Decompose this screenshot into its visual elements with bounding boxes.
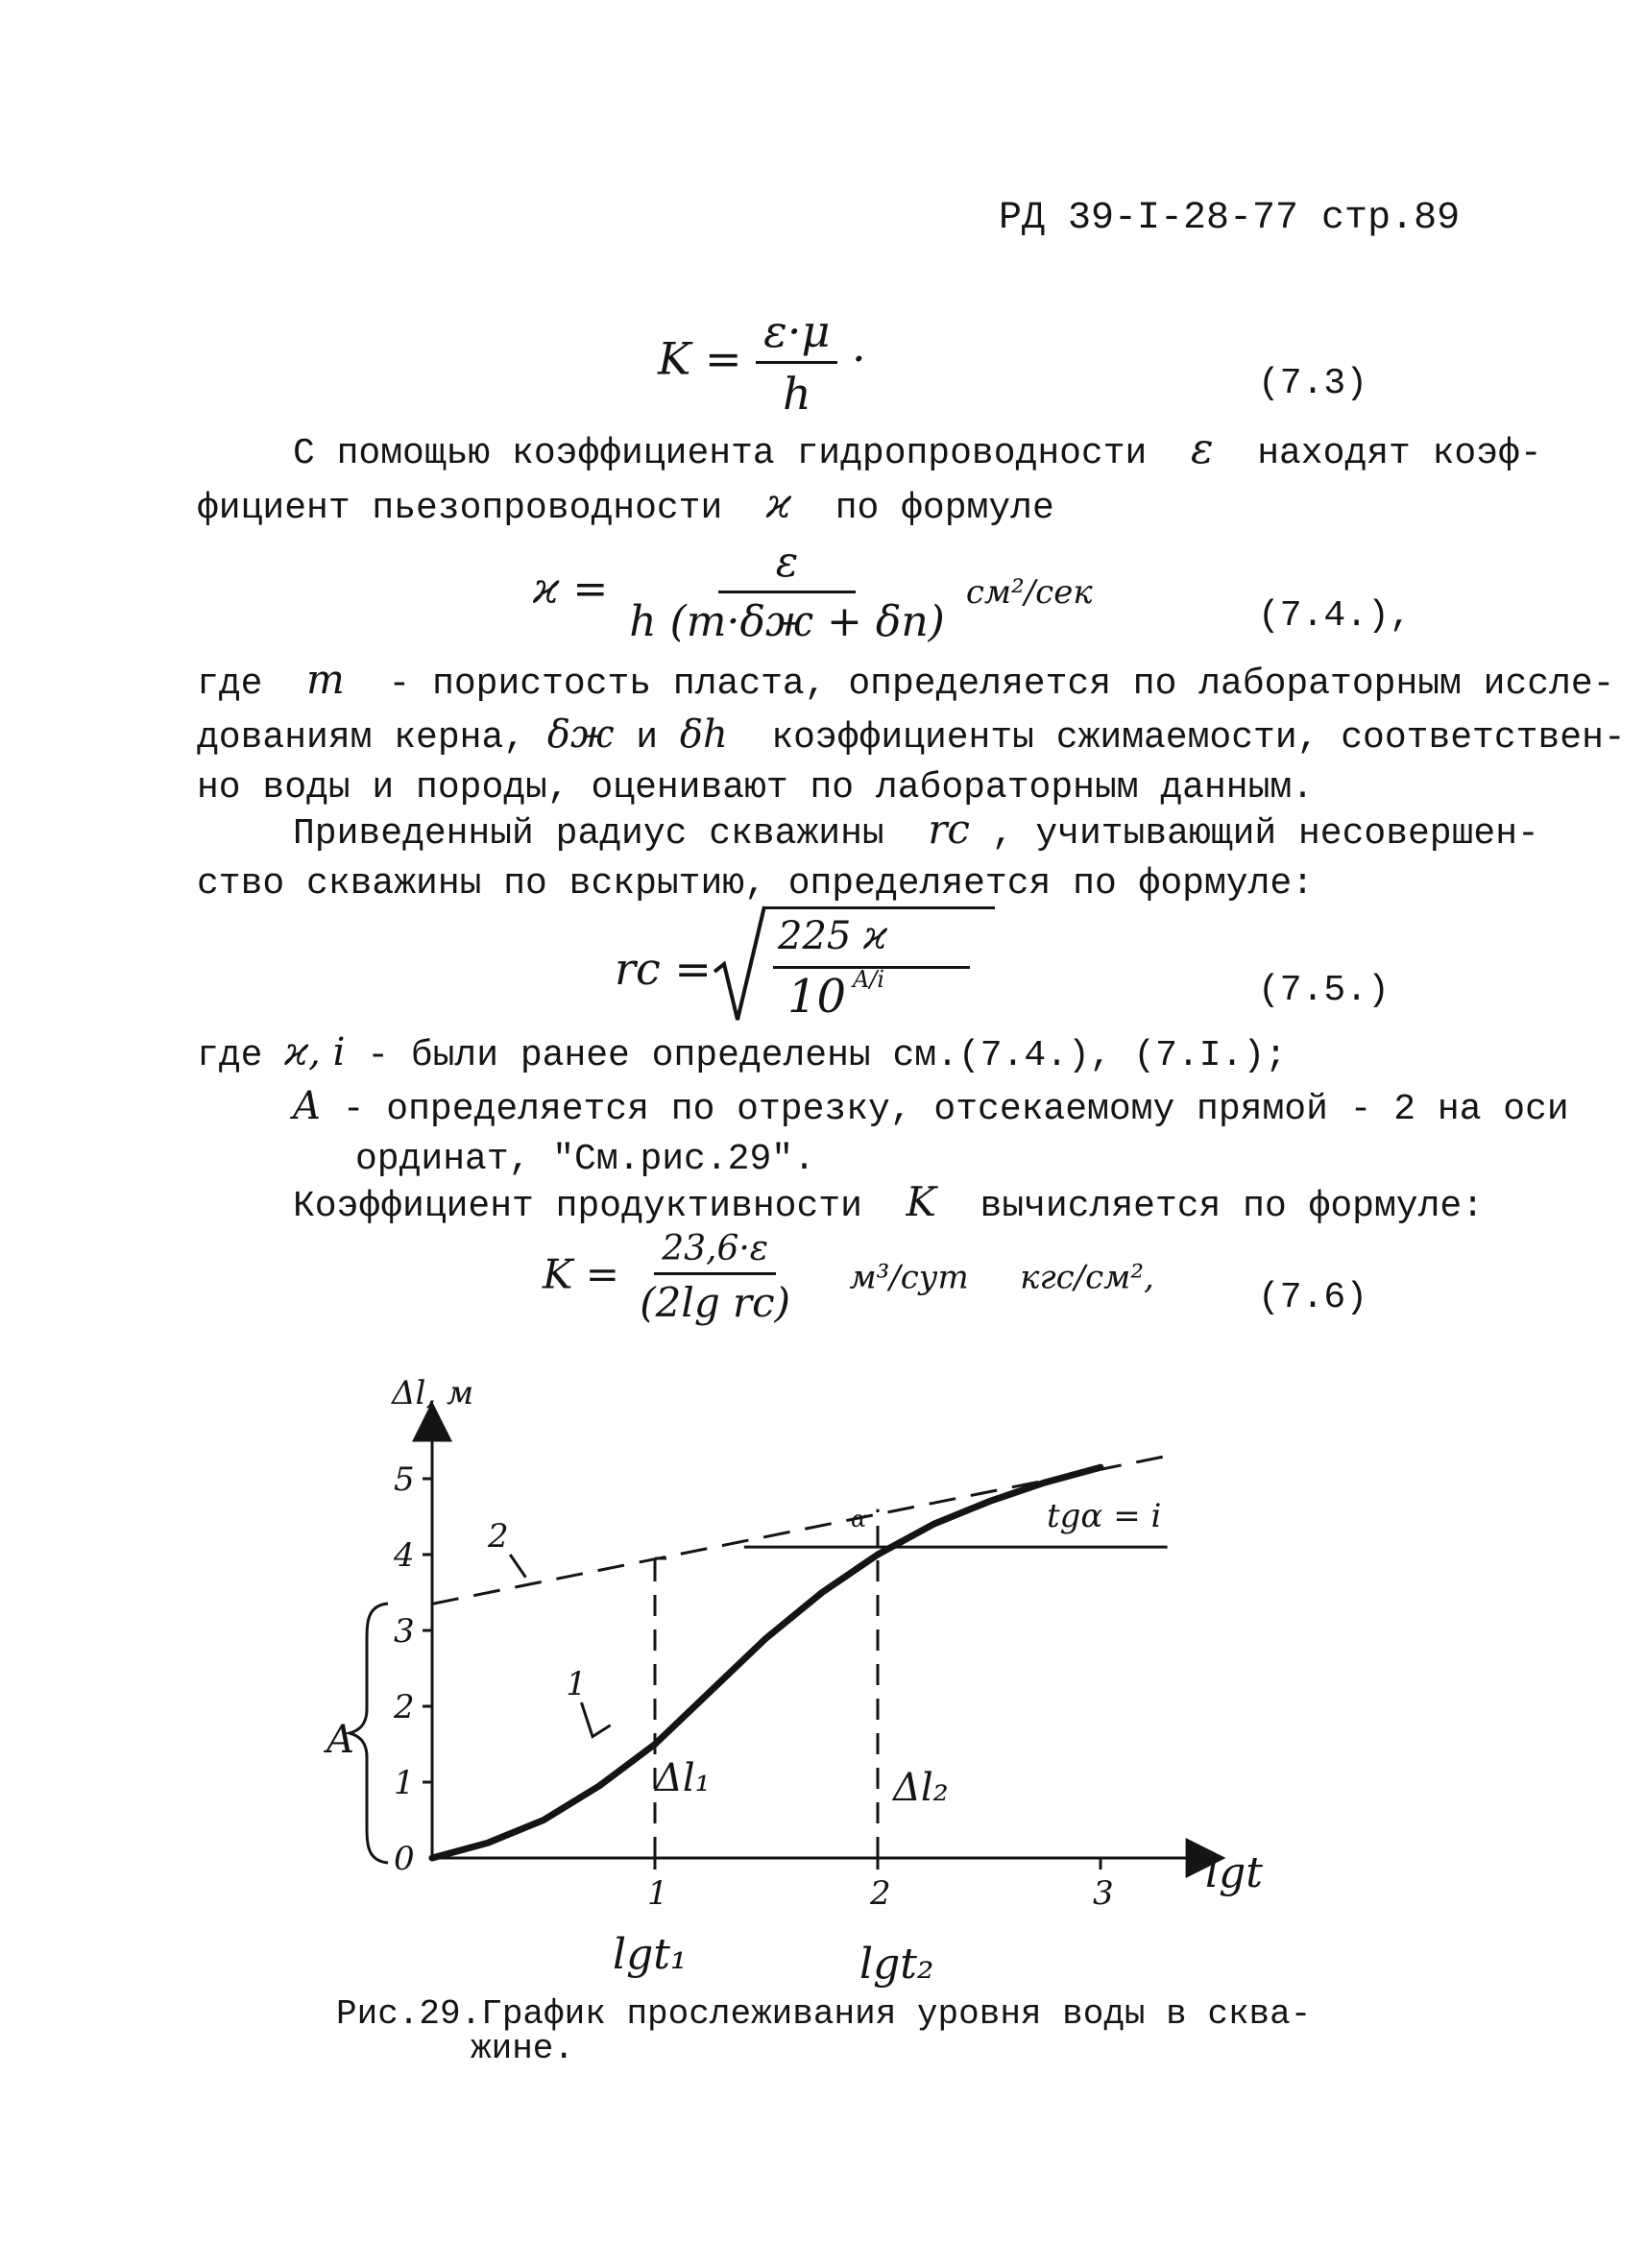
text-line: Коэффициент продуктивности (293, 1186, 862, 1227)
formula-7-4-numerator: ε (718, 538, 857, 593)
text-line: ординат, "См.рис.29". (355, 1139, 815, 1180)
formula-7-6-unit-2: кгс/см², (1020, 1258, 1154, 1297)
text-line: по формуле (835, 488, 1054, 529)
text-line: ство скважины по вскрытию, определяется по формуле: (197, 863, 1314, 905)
series-label-1: 1 (566, 1665, 587, 1704)
symbol-A: A (293, 1084, 321, 1128)
text-line: вычисляется по формуле: (980, 1186, 1485, 1227)
formula-7-3-tail: · (851, 332, 866, 385)
chart-axes (432, 1422, 1206, 1859)
symbol-m: m (306, 656, 345, 703)
symbol-rc: rс (928, 806, 970, 853)
x-axis-label: lgt (1205, 1848, 1263, 1897)
text-line: дованиям керна, (197, 717, 526, 759)
series-leader-2 (510, 1555, 525, 1578)
symbol-delta-zh: δж (546, 712, 615, 757)
paragraph-porosity (197, 655, 1626, 813)
paragraph-reduced-radius (197, 805, 1539, 909)
formula-7-5-rad-den-base: 10 (787, 970, 847, 1024)
radical-sign-icon (711, 903, 768, 1027)
text-line: находят коэф- (1257, 433, 1542, 474)
text-line: и (636, 717, 659, 759)
formula-7-5-rad-den-exp: A/i (853, 966, 885, 993)
symbol-delta-h: δh (679, 712, 728, 757)
y-tick-label: 2 (394, 1688, 415, 1726)
formula-7-3-number: (7.3) (1258, 363, 1368, 404)
formula-7-6-fraction (632, 1229, 798, 1326)
lgt1-label: lgt₁ (613, 1930, 688, 1979)
delta-l1-label: Δl₁ (655, 1756, 711, 1800)
y-tick-label: 4 (394, 1536, 415, 1575)
text-line: но воды и породы, оценивают по лабораторным данным. (197, 767, 1314, 808)
series-line-1 (432, 1467, 1101, 1858)
paragraph-productivity (197, 1177, 1484, 1232)
formula-7-3-denominator: h (782, 368, 811, 420)
symbol-kappa: ϰ (765, 480, 792, 527)
chart-labels (323, 1374, 1263, 1989)
x-tick-label: 3 (1093, 1874, 1114, 1913)
doc-reference: РД 39-I-28-77 стр.89 (999, 197, 1461, 240)
brace-label-A: A (327, 1718, 354, 1762)
water-level-chart (307, 1354, 1325, 2007)
formula-7-4-denominator: h (m·δж + δп) (629, 597, 945, 646)
y-tick-label: 1 (394, 1764, 415, 1802)
formula-7-6-lhs: K = (543, 1250, 619, 1298)
lgt2-label: lgt₂ (859, 1940, 934, 1989)
formula-7-6-unit-1: м³/сут (849, 1258, 969, 1297)
delta-l2-label: Δl₂ (893, 1766, 949, 1810)
formula-7-3-lhs: K = (658, 332, 742, 385)
tan-annotation: tgα = i (1047, 1497, 1162, 1535)
formula-7-4-number: (7.4.), (1258, 595, 1412, 637)
series-label-2: 2 (488, 1517, 509, 1556)
alpha-annotation: α (851, 1506, 867, 1532)
formula-7-3-fraction (756, 305, 837, 420)
formula-7-4-unit: см²/сек (965, 573, 1093, 612)
text-line: - пористость пласта, определяется по лабораторным иссле- (388, 664, 1615, 705)
formula-7-4-lhs: ϰ = (533, 565, 609, 614)
symbol-kappa-i: ϰ, i (284, 1030, 346, 1074)
text-line: , учитывающий несовершен- (991, 813, 1539, 855)
symbol-K: K (906, 1178, 936, 1225)
caption-line-2: жине. (471, 2029, 575, 2068)
text-line: где (197, 1035, 263, 1076)
formula-7-3-numerator: ε·μ (756, 305, 837, 364)
formula-7-5-rad-numerator: 225 ϰ (778, 914, 888, 958)
paragraph-hydroconductivity (197, 424, 1542, 534)
formula-7-6 (543, 1229, 1154, 1326)
series-leader-1 (581, 1702, 610, 1737)
formula-7-3 (658, 305, 866, 420)
formula-7-4-fraction (621, 538, 953, 646)
caption-line-1: Рис.29.График прослеживания уровня воды в сква- (336, 1994, 1312, 2034)
y-axis-label: Δl, м (392, 1374, 474, 1412)
x-tick-label: 1 (647, 1874, 668, 1913)
y-tick-label: 3 (394, 1612, 415, 1651)
text-line: коэффициенты сжимаемости, соответствен- (771, 717, 1626, 759)
text-line: Приведенный радиус скважины (293, 813, 884, 855)
formula-7-5-number: (7.5.) (1258, 970, 1390, 1011)
formula-7-6-number: (7.6) (1258, 1277, 1368, 1318)
x-tick-label: 2 (870, 1874, 891, 1913)
radical-overline (764, 906, 995, 909)
formula-7-6-numerator: 23,6·ε (654, 1229, 776, 1275)
formula-7-6-denominator: (2lg rс) (640, 1279, 791, 1326)
figure-caption (336, 1994, 1312, 2068)
y-tick-label: 5 (394, 1460, 415, 1499)
text-line: где (197, 664, 263, 705)
formula-7-5-lhs: rс = (615, 943, 712, 995)
text-line: - определяется по отрезку, отсекаемому прямой - 2 на оси (342, 1089, 1569, 1130)
text-line: - были ранее определены см.(7.4.), (7.I.); (367, 1035, 1287, 1076)
symbol-epsilon: ε (1190, 424, 1214, 473)
y-tick-label: 0 (394, 1840, 415, 1878)
formula-7-4 (533, 538, 1093, 646)
brace-icon (350, 1604, 388, 1863)
text-line: С помощью коэффициента гидропроводности (293, 433, 1148, 474)
text-line: фициент пьезопроводности (197, 488, 723, 529)
where-clauses (197, 1027, 1569, 1185)
